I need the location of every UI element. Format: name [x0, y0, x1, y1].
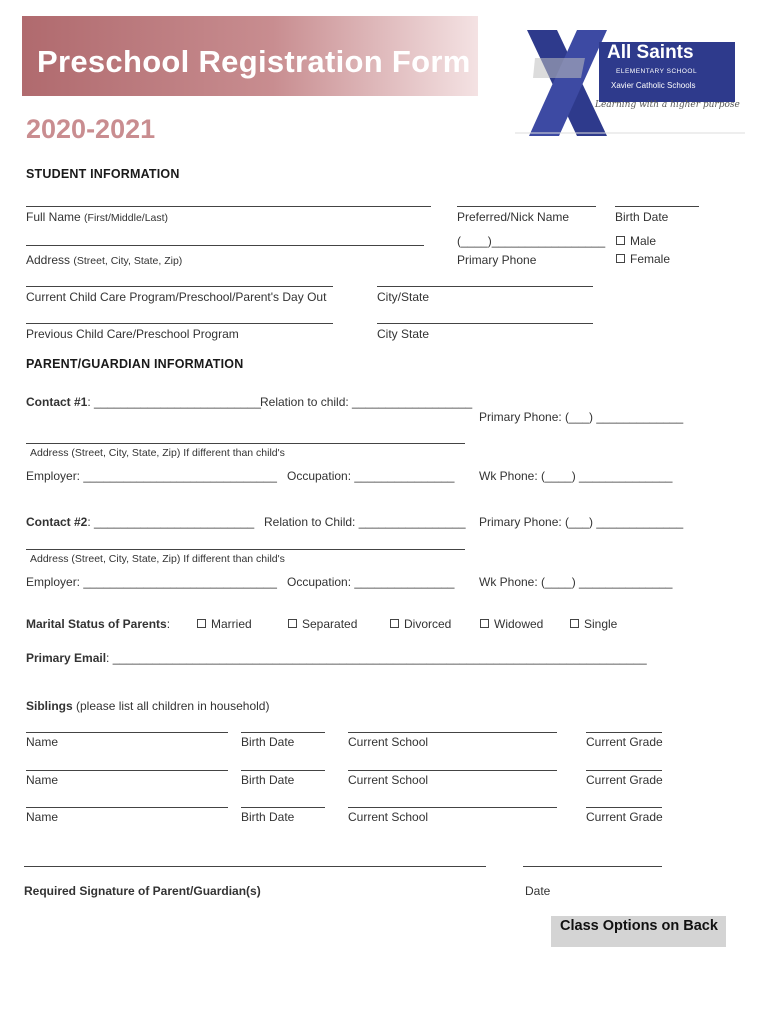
sibling-school-field[interactable]: [348, 770, 557, 771]
sibling-school-field[interactable]: [348, 732, 557, 733]
current-program-label: Current Child Care Program/Preschool/Parent's Day Out: [26, 290, 327, 304]
nick-name-label: Preferred/Nick Name: [457, 210, 570, 224]
sibling-grade-field[interactable]: [586, 732, 662, 733]
logo-org: Xavier Catholic Schools: [611, 81, 696, 90]
nick-name-field[interactable]: [457, 206, 596, 207]
date-label: Date: [525, 884, 551, 898]
contact1-employer-field[interactable]: Employer: _____________________________: [26, 469, 277, 483]
marital-single-checkbox[interactable]: Single: [570, 617, 617, 631]
contact1-address-field[interactable]: [26, 443, 465, 444]
contact2-employer-field[interactable]: Employer: _____________________________: [26, 575, 277, 589]
contact2-address-label: Address (Street, City, State, Zip) If different than child's: [30, 553, 285, 565]
checkbox-icon: [616, 254, 625, 263]
full-name-field[interactable]: [26, 206, 431, 207]
sibling-birth-field[interactable]: [241, 770, 325, 771]
sibling-birth-field[interactable]: [241, 732, 325, 733]
birth-date-field[interactable]: [615, 206, 699, 207]
checkbox-icon: [570, 619, 579, 628]
sibling-name-field[interactable]: [26, 770, 228, 771]
checkbox-icon: [288, 619, 297, 628]
school-logo: [515, 28, 745, 138]
marital-widowed-checkbox[interactable]: Widowed: [480, 617, 543, 631]
class-options-note: Class Options on Back: [551, 916, 726, 947]
student-section-heading: STUDENT INFORMATION: [26, 167, 180, 181]
date-field[interactable]: [523, 866, 662, 867]
sibling-grade-label: Current Grade: [586, 773, 663, 787]
checkbox-icon: [390, 619, 399, 628]
address-field[interactable]: [26, 245, 424, 246]
birth-date-label: Birth Date: [615, 210, 669, 224]
sibling-school-label: Current School: [348, 810, 429, 824]
sibling-grade-field[interactable]: [586, 807, 662, 808]
contact2-name-field[interactable]: Contact #2: ________________________: [26, 515, 255, 529]
checkbox-icon: [616, 236, 625, 245]
contact1-primary-phone-field[interactable]: Primary Phone: (___) _____________: [479, 410, 684, 424]
signature-label: Required Signature of Parent/Guardian(s): [24, 884, 261, 898]
contact1-address-label: Address (Street, City, State, Zip) If different than child's: [30, 447, 285, 459]
checkbox-icon: [197, 619, 206, 628]
primary-phone-label: Primary Phone: [457, 253, 537, 267]
parent-section-heading: PARENT/GUARDIAN INFORMATION: [26, 357, 244, 371]
sibling-school-field[interactable]: [348, 807, 557, 808]
contact1-occupation-field[interactable]: Occupation: _______________: [287, 469, 455, 483]
marital-status-label: Marital Status of Parents:: [26, 617, 171, 631]
sibling-birth-label: Birth Date: [241, 735, 295, 749]
sibling-birth-field[interactable]: [241, 807, 325, 808]
marital-divorced-checkbox[interactable]: Divorced: [390, 617, 451, 631]
marital-married-checkbox[interactable]: Married: [197, 617, 252, 631]
gender-male-checkbox[interactable]: Male: [616, 234, 656, 248]
sibling-birth-label: Birth Date: [241, 810, 295, 824]
primary-phone-field[interactable]: (____)_________________: [457, 234, 606, 248]
city-state-label-2: City State: [377, 327, 430, 341]
sibling-name-label: Name: [26, 773, 59, 787]
logo-school-name: All Saints: [607, 42, 694, 63]
siblings-label: Siblings (please list all children in household): [26, 699, 270, 713]
sibling-name-label: Name: [26, 810, 59, 824]
address-label: Address (Street, City, State, Zip): [26, 253, 183, 267]
contact2-relation-field[interactable]: Relation to Child: ________________: [264, 515, 466, 529]
contact2-primary-phone-field[interactable]: Primary Phone: (___) _____________: [479, 515, 684, 529]
city-state-field-1[interactable]: [377, 286, 593, 287]
previous-program-label: Previous Child Care/Preschool Program: [26, 327, 239, 341]
sibling-grade-field[interactable]: [586, 770, 662, 771]
school-year: 2020-2021: [26, 114, 156, 144]
city-state-label-1: City/State: [377, 290, 430, 304]
sibling-grade-label: Current Grade: [586, 735, 663, 749]
marital-separated-checkbox[interactable]: Separated: [288, 617, 357, 631]
contact1-name-field[interactable]: Contact #1: _________________________: [26, 395, 261, 409]
sibling-school-label: Current School: [348, 773, 429, 787]
page-title: Preschool Registration Form: [37, 44, 471, 79]
logo-motto: Learning with a higher purpose: [595, 100, 740, 110]
current-program-field[interactable]: [26, 286, 333, 287]
contact2-address-field[interactable]: [26, 549, 465, 550]
sibling-name-label: Name: [26, 735, 59, 749]
gender-female-checkbox[interactable]: Female: [616, 252, 670, 266]
primary-email-field[interactable]: Primary Email: ________________________________________________________________________________: [26, 651, 647, 665]
logo-subtitle: ELEMENTARY SCHOOL: [616, 68, 698, 75]
checkbox-icon: [480, 619, 489, 628]
sibling-name-field[interactable]: [26, 732, 228, 733]
contact1-relation-field[interactable]: Relation to child: __________________: [260, 395, 473, 409]
sibling-name-field[interactable]: [26, 807, 228, 808]
sibling-grade-label: Current Grade: [586, 810, 663, 824]
signature-field[interactable]: [24, 866, 486, 867]
contact2-wk-phone-field[interactable]: Wk Phone: (____) ______________: [479, 575, 673, 589]
sibling-birth-label: Birth Date: [241, 773, 295, 787]
full-name-label: Full Name (First/Middle/Last): [26, 210, 169, 224]
contact1-wk-phone-field[interactable]: Wk Phone: (____) ______________: [479, 469, 673, 483]
contact2-occupation-field[interactable]: Occupation: _______________: [287, 575, 455, 589]
city-state-field-2[interactable]: [377, 323, 593, 324]
sibling-school-label: Current School: [348, 735, 429, 749]
previous-program-field[interactable]: [26, 323, 333, 324]
